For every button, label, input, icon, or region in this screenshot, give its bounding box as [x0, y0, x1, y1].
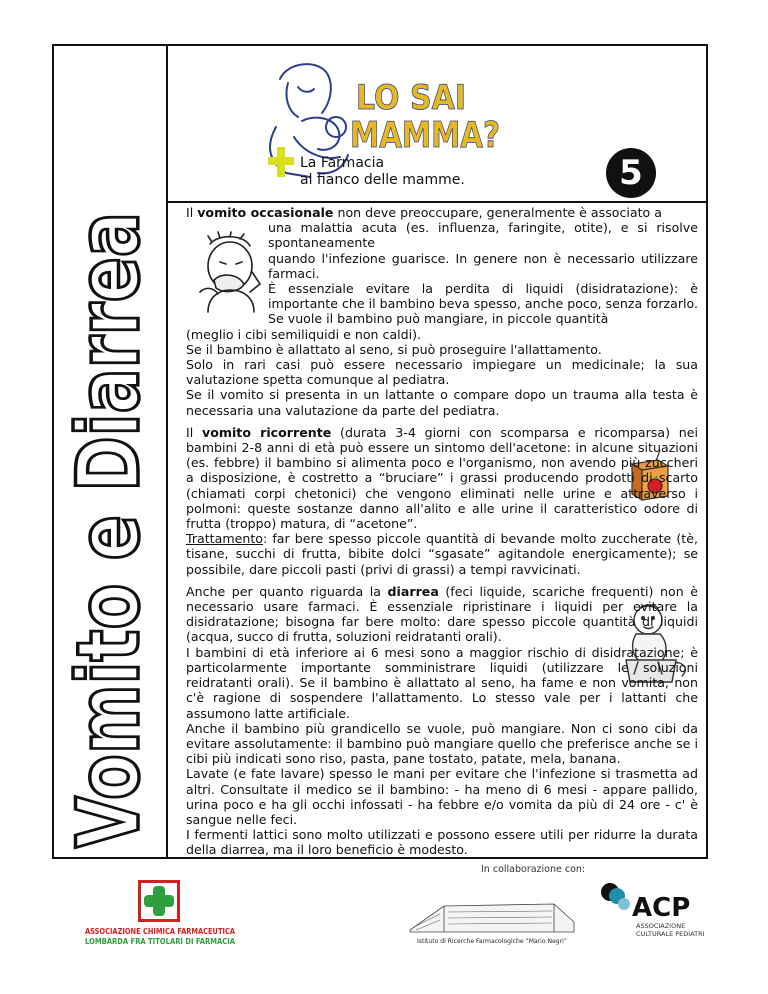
text: Il — [186, 205, 198, 220]
acp-circles-icon — [601, 883, 630, 910]
text: non deve preoccupare, generalmente è associato a — [333, 205, 662, 220]
number-badge: 5 — [606, 148, 656, 198]
text: (durata 3-4 giorni con scomparsa e ricomparsa) nei bambini 2-8 anni di età può essere un sintomo dell'acetone: in alcune situazioni (es. febbre) il bambino si alimenta poco e l'organismo, non avendo più zuccheri a disposizione, è costretto a “bruciare” i grassi producendo prodotti di scarto (chiamati corpi chetonici) che vengono eliminati nelle urine e attraverso i polmoni: queste sostanze danno all'alito e alle urine il caratteristico odore di frutta (troppo) matura, di “acetone”. — [186, 424, 699, 532]
paragraph — [186, 584, 698, 645]
building-icon — [410, 904, 574, 932]
mario-negri-caption: Istituto di Ricerche Farmacologiche “Mario Negri” — [417, 937, 567, 945]
side-title — [56, 29, 164, 853]
paragraph: Lavate (e fate lavare) spesso le mani per evitare che l'infezione si trasmetta ad altri. Consultate il medico se il bambino: - ha meno di 6 mesi - appare pallido, urina poco e ha gli occhi infossati - ha febbre e/o vomita da più di 24 ore - c' è sangue nelle feci. — [186, 766, 698, 827]
paragraph: Solo in rari casi può essere necessario impiegare un medicinale; la sua valutazione spetta comunque al pediatra. — [186, 357, 698, 388]
lo-sai-mamma-logo — [258, 57, 508, 192]
paragraph: quando l'infezione guarisce. In genere non è necessario utilizzare farmaci. — [268, 250, 698, 281]
paragraph — [186, 425, 698, 531]
side-title-text: Vomito e Diarrea — [59, 29, 159, 848]
acp-name: ACP — [632, 893, 691, 923]
mario-negri-logo — [404, 886, 580, 946]
label-trattamento: Trattamento — [186, 531, 263, 547]
paragraph — [186, 531, 698, 577]
text: : far bere spesso piccole quantità di bevande molto zuccherate (tè, tisane, succhi di frutta, bibite dolci “sgasate” agitandole energicamente); se possibile, dare piccoli pasti (privi di grassi) a tempi ravvicinati. — [186, 531, 698, 577]
paragraph — [186, 205, 698, 220]
acf-name-line2: LOMBARDA FRA TITOLARI DI FARMACIA — [85, 937, 236, 946]
paragraph: una malattia acuta (es. influenza, faringite, otite), e si risolve spontaneamente — [268, 220, 698, 251]
paragraph: I fermenti lattici sono molto utilizzati e possono essere utili per ridurre la durata della diarrea, ma il loro beneficio è modesto. — [186, 827, 698, 858]
acp-subtitle-line2: CULTURALE PEDIATRI — [636, 930, 705, 938]
paragraph: Anche il bambino più grandicello se vuole, può mangiare. Non ci sono cibi da evitare assolutamente: il bambino può mangiare quello che preferisce anche se i cibi più indicati sono riso, pasta, pane tostato, patate, mela, banana. — [186, 720, 698, 767]
paragraph: È essenziale evitare la perdita di liquidi (disidratazione): è importante che il bambino beva spesso, anche poco, senza forzarlo. Se vuole il bambino può mangiare, in piccole quantità — [268, 281, 698, 327]
text: Il — [186, 424, 202, 440]
acf-name-line1: ASSOCIAZIONE CHIMICA FARMACEUTICA — [85, 927, 236, 936]
logo-title-line1: LO SAI — [356, 78, 466, 118]
acf-lombarda-logo — [80, 878, 240, 948]
pharmacy-cross-icon — [138, 880, 180, 922]
paragraph: I bambini di età inferiore ai 6 mesi sono a maggior rischio di disidratazione; è particolarmente importante somministrare liquidi (utilizzare le soluzioni reidratanti orali). Se il bambino è allattato al seno, ha fame e non vomita, non c'è ragione di sospendere l'allattamento. Lo stesso vale per i lattanti che assumono latte artificiale. — [186, 644, 698, 721]
emphasis-vomito-occasionale: vomito occasionale — [197, 205, 334, 220]
logo-subtitle-line1: La Farmacia — [300, 155, 385, 171]
text: (feci liquide, scariche frequenti) non è necessario usare farmaci. È essenziale ripristinare i liquidi per evitare la disidratazione; bisogna far bere molto: dare spesso piccole quantità di liquidi (acqua, succo di frutta, soluzioni reidratanti orali). — [186, 583, 698, 645]
paragraph: Se il vomito si presenta in un lattante o compare dopo un trauma alla testa è necessaria una valutazione da parte del pediatra. — [186, 387, 698, 418]
logo-title-line2: MAMMA? — [350, 115, 500, 156]
header-divider — [166, 201, 708, 203]
emphasis-diarrea: diarrea — [387, 583, 439, 599]
emphasis-vomito-ricorrente: vomito ricorrente — [202, 424, 332, 440]
paragraph: (meglio i cibi semiliquidi e non caldi). — [186, 326, 422, 342]
collaboration-label: In collaborazione con: — [481, 864, 586, 875]
main-content — [186, 205, 698, 858]
logo-subtitle-line2: al fianco delle mamme. — [300, 172, 465, 188]
paragraph: Se il bambino è allattato al seno, si può proseguire l'allattamento. — [186, 341, 602, 357]
green-cross-icon — [268, 147, 294, 177]
text: Anche per quanto riguarda la — [186, 583, 388, 599]
acp-subtitle-line1: ASSOCIAZIONE — [636, 922, 686, 930]
acp-logo — [596, 880, 706, 944]
column-divider — [166, 44, 168, 859]
